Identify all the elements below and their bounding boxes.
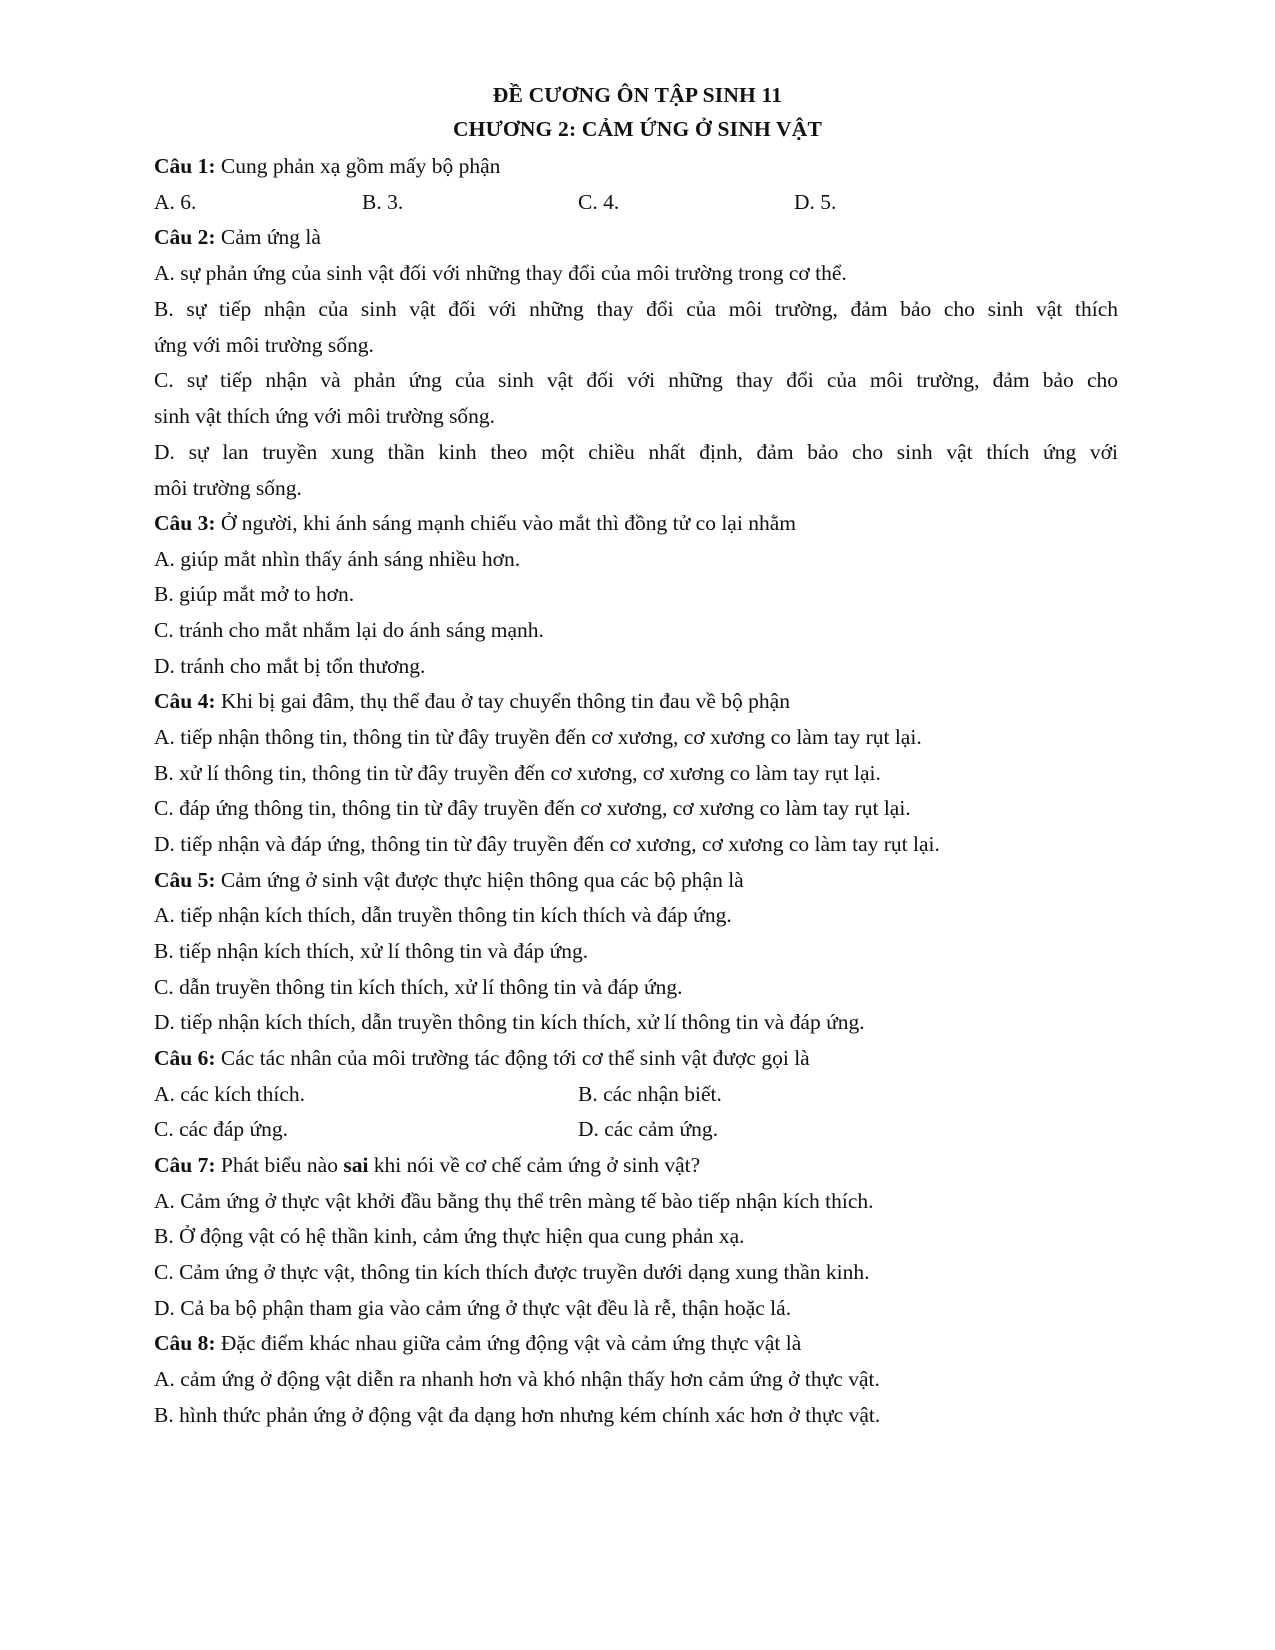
question-stem: Ở người, khi ánh sáng mạnh chiếu vào mắt thì đồng tử co lại nhằm bbox=[215, 511, 796, 535]
option-2b: B. sự tiếp nhận của sinh vật đối với những thay đổi của môi trường, đảm bảo cho sinh vật thích bbox=[154, 297, 1118, 321]
question-label: Câu 6: bbox=[154, 1046, 216, 1070]
question-label: Câu 3: bbox=[154, 511, 216, 535]
question-4 bbox=[154, 689, 790, 714]
question-stem-emphasis: sai bbox=[343, 1153, 369, 1177]
option-8a: A. cảm ứng ở động vật diễn ra nhanh hơn và khó nhận thấy hơn cảm ứng ở thực vật. bbox=[154, 1367, 880, 1391]
option-1a: A. 6. bbox=[154, 190, 197, 214]
question-8 bbox=[154, 1331, 801, 1356]
option-2a: A. sự phản ứng của sinh vật đối với những thay đổi của môi trường trong cơ thể. bbox=[154, 261, 847, 285]
option-4c: C. đáp ứng thông tin, thông tin từ đây truyền đến cơ xương, cơ xương co làm tay rụt lại. bbox=[154, 796, 911, 820]
option-7c: C. Cảm ứng ở thực vật, thông tin kích thích được truyền dưới dạng xung thần kinh. bbox=[154, 1260, 870, 1284]
question-6 bbox=[154, 1046, 810, 1071]
question-stem-pre: Phát biểu nào bbox=[215, 1153, 344, 1177]
option-2c-cont: sinh vật thích ứng với môi trường sống. bbox=[154, 404, 496, 428]
option-3b: B. giúp mắt mở to hơn. bbox=[154, 582, 355, 606]
option-1c: C. 4. bbox=[578, 190, 620, 214]
question-1 bbox=[154, 154, 500, 179]
question-stem: Cảm ứng là bbox=[215, 225, 321, 249]
option-3d: D. tránh cho mắt bị tổn thương. bbox=[154, 654, 426, 678]
option-6c: C. các đáp ứng. bbox=[154, 1117, 289, 1141]
chapter-title: CHƯƠNG 2: CẢM ỨNG Ở SINH VẬT bbox=[452, 117, 823, 141]
option-5d: D. tiếp nhận kích thích, dẫn truyền thông tin kích thích, xử lí thông tin và đáp ứng. bbox=[154, 1010, 865, 1034]
question-label: Câu 8: bbox=[154, 1331, 216, 1355]
option-6a: A. các kích thích. bbox=[154, 1082, 306, 1106]
option-1b: B. 3. bbox=[362, 190, 404, 214]
option-3c: C. tránh cho mắt nhắm lại do ánh sáng mạnh. bbox=[154, 618, 544, 642]
option-2d: D. sự lan truyền xung thần kinh theo một chiều nhất định, đảm bảo cho sinh vật thích ứng với bbox=[154, 440, 1118, 464]
question-stem: Các tác nhân của môi trường tác động tới cơ thể sinh vật được gọi là bbox=[215, 1046, 810, 1070]
question-stem: Đặc điểm khác nhau giữa cảm ứng động vật và cảm ứng thực vật là bbox=[215, 1331, 802, 1355]
option-4a: A. tiếp nhận thông tin, thông tin từ đây truyền đến cơ xương, cơ xương co làm tay rụt lại. bbox=[154, 725, 922, 749]
option-2d-cont: môi trường sống. bbox=[154, 476, 302, 500]
option-2b-cont: ứng với môi trường sống. bbox=[154, 333, 374, 357]
option-7b: B. Ở động vật có hệ thần kinh, cảm ứng thực hiện qua cung phản xạ. bbox=[154, 1224, 745, 1248]
question-5 bbox=[154, 868, 744, 893]
option-5a: A. tiếp nhận kích thích, dẫn truyền thông tin kích thích và đáp ứng. bbox=[154, 903, 732, 927]
option-2c: C. sự tiếp nhận và phản ứng của sinh vật đối với những thay đổi của môi trường, đảm bảo cho bbox=[154, 368, 1118, 392]
option-7d: D. Cả ba bộ phận tham gia vào cảm ứng ở thực vật đều là rễ, thận hoặc lá. bbox=[154, 1296, 792, 1320]
question-label: Câu 1: bbox=[154, 154, 216, 178]
question-2 bbox=[154, 225, 321, 250]
question-stem: Khi bị gai đâm, thụ thể đau ở tay chuyển thông tin đau về bộ phận bbox=[215, 689, 790, 713]
question-7 bbox=[154, 1153, 700, 1178]
option-6b: B. các nhận biết. bbox=[578, 1082, 722, 1106]
option-7a: A. Cảm ứng ở thực vật khởi đầu bằng thụ thể trên màng tế bào tiếp nhận kích thích. bbox=[154, 1189, 874, 1213]
question-label: Câu 2: bbox=[154, 225, 216, 249]
option-5c: C. dẫn truyền thông tin kích thích, xử lí thông tin và đáp ứng. bbox=[154, 975, 683, 999]
question-label: Câu 4: bbox=[154, 689, 216, 713]
question-stem: Cảm ứng ở sinh vật được thực hiện thông qua các bộ phận là bbox=[215, 868, 744, 892]
option-4b: B. xử lí thông tin, thông tin từ đây truyền đến cơ xương, cơ xương co làm tay rụt lại. bbox=[154, 761, 881, 785]
option-1d: D. 5. bbox=[794, 190, 837, 214]
question-label: Câu 7: bbox=[154, 1153, 216, 1177]
question-stem: Cung phản xạ gồm mấy bộ phận bbox=[215, 154, 501, 178]
question-3 bbox=[154, 511, 796, 536]
option-3a: A. giúp mắt nhìn thấy ánh sáng nhiều hơn. bbox=[154, 547, 521, 571]
question-label: Câu 5: bbox=[154, 868, 216, 892]
option-6d: D. các cảm ứng. bbox=[578, 1117, 718, 1141]
question-stem-post: khi nói về cơ chế cảm ứng ở sinh vật? bbox=[368, 1153, 701, 1177]
document-title: ĐỀ CƯƠNG ÔN TẬP SINH 11 bbox=[492, 83, 783, 107]
option-8b: B. hình thức phản ứng ở động vật đa dạng hơn nhưng kém chính xác hơn ở thực vật. bbox=[154, 1403, 881, 1427]
option-5b: B. tiếp nhận kích thích, xử lí thông tin và đáp ứng. bbox=[154, 939, 589, 963]
option-4d: D. tiếp nhận và đáp ứng, thông tin từ đây truyền đến cơ xương, cơ xương co làm tay rụt lại. bbox=[154, 832, 940, 856]
